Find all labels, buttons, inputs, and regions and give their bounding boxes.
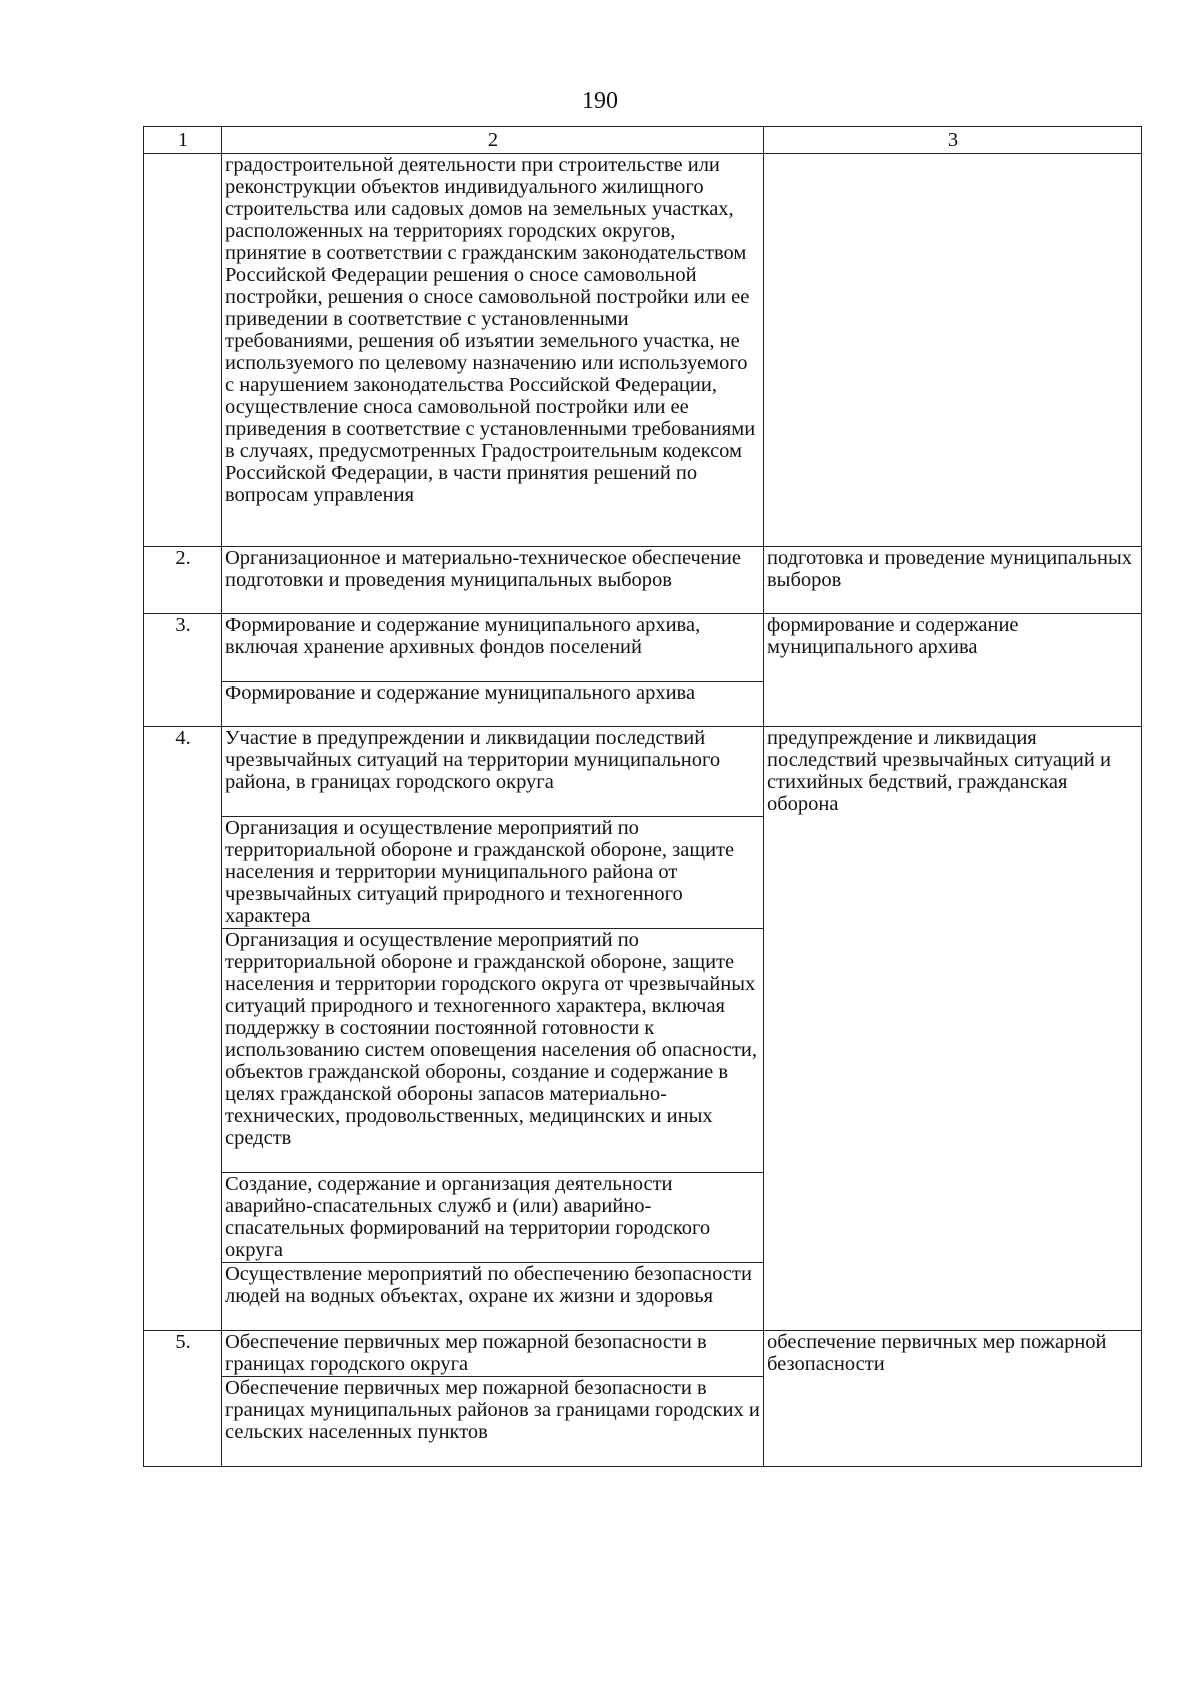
row-number: 3. [144,614,222,727]
row-number: 2. [144,547,222,614]
function-description: подготовка и проведение муниципальных выборов [764,547,1142,614]
function-description: предупреждение и ликвидация последствий чрезвычайных ситуаций и стихийных бедствий, гражданская оборона [764,727,1142,1331]
row-number [144,154,222,547]
table-row [144,547,1142,614]
table-row [144,614,1142,682]
table-row [144,1331,1142,1377]
function-description: обеспечение первичных мер пожарной безопасности [764,1331,1142,1467]
table-row [144,154,1142,547]
powers-table [143,126,1142,1467]
power-description: Организация и осуществление мероприятий по территориальной обороне и гражданской обороне, защите населения и территории муниципального района от чрезвычайных ситуаций природного и техногенного характера [222,817,764,929]
header-col-2: 2 [222,127,764,154]
table-header-row [144,127,1142,154]
power-description: Участие в предупреждении и ликвидации последствий чрезвычайных ситуаций на территории муниципального района, в границах городского округа [222,727,764,817]
function-description: формирование и содержание муниципального архива [764,614,1142,727]
power-description: Организация и осуществление мероприятий по территориальной обороне и гражданской обороне, защите населения и территории городского округа от чрезвычайных ситуаций природного и техногенного характера, включая поддержку в состоянии постоянной готовности к использованию систем оповещения населения об опасности, объектов гражданской обороны, создание и содержание в целях гражданской обороны запасов материально-технических, продовольственных, медицинских и иных средств [222,929,764,1173]
power-description: Формирование и содержание муниципального архива [222,682,764,727]
row-number: 5. [144,1331,222,1467]
page-number: 190 [582,88,618,114]
power-description: Осуществление мероприятий по обеспечению безопасности людей на водных объектах, охране их жизни и здоровья [222,1263,764,1331]
row-number: 4. [144,727,222,1331]
header-col-3: 3 [764,127,1142,154]
power-description: Обеспечение первичных мер пожарной безопасности в границах муниципальных районов за границами городских и сельских населенных пунктов [222,1377,764,1467]
power-description: градостроительной деятельности при строительстве или реконструкции объектов индивидуального жилищного строительства или садовых домов на земельных участках, расположенных на территориях городских округов, принятие в соответствии с гражданским законодательством Российской Федерации решения о сносе самовольной постройки, решения о сносе самовольной постройки или ее приведении в соответствие с установленными требованиями, решения об изъятии земельного участка, не используемого по целевому назначению или используемого с нарушением законодательства Российской Федерации, осуществление сноса самовольной постройки или ее приведения в соответствие с установленными требованиями в случаях, предусмотренных Градостроительным кодексом Российской Федерации, в части принятия решений по вопросам управления [222,154,764,547]
function-description [764,154,1142,547]
power-description: Организационное и материально-техническое обеспечение подготовки и проведения муниципальных выборов [222,547,764,614]
power-description: Создание, содержание и организация деятельности аварийно-спасательных служб и (или) аварийно-спасательных формирований на территории городского округа [222,1173,764,1263]
table-row [144,727,1142,817]
power-description: Формирование и содержание муниципального архива, включая хранение архивных фондов поселений [222,614,764,682]
power-description: Обеспечение первичных мер пожарной безопасности в границах городского округа [222,1331,764,1377]
header-col-1: 1 [144,127,222,154]
